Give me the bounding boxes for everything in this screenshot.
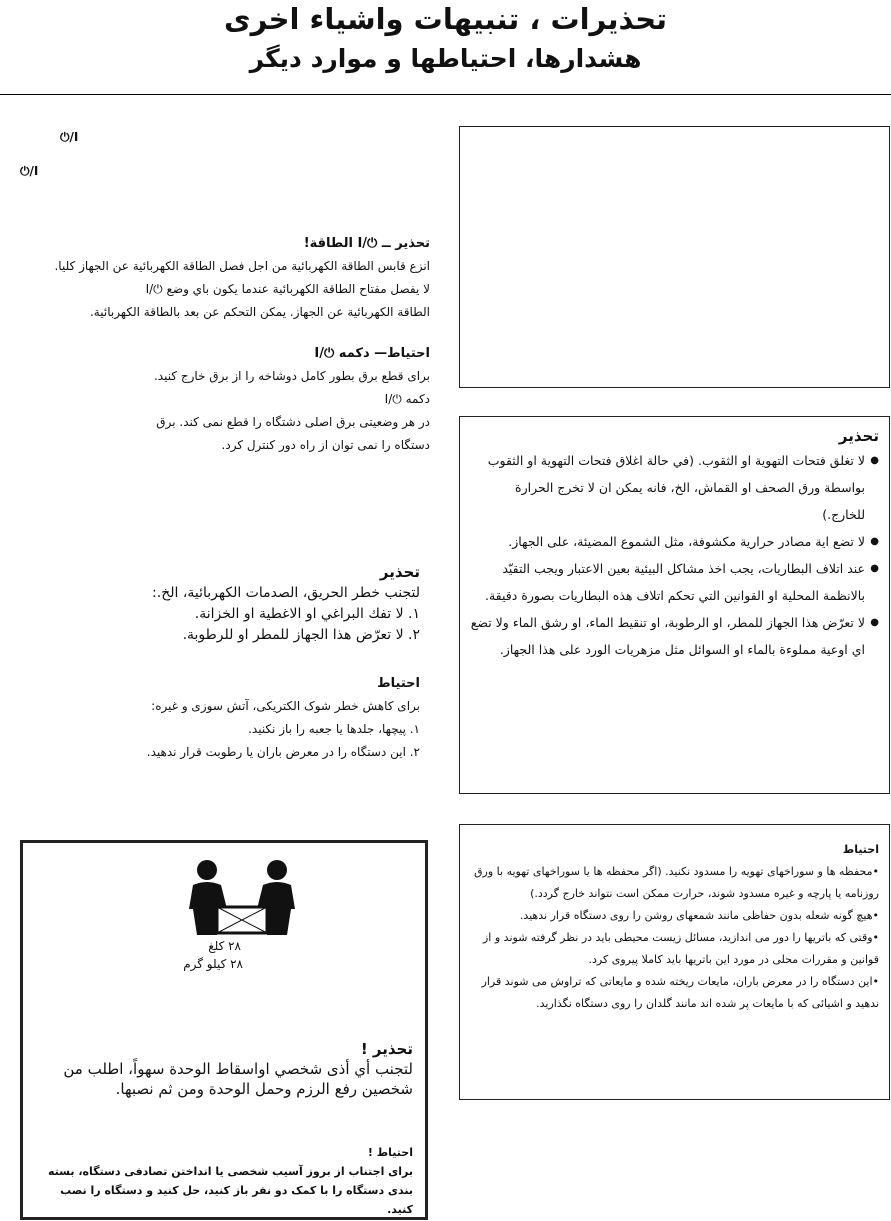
- two-person-lift-icon: [187, 857, 297, 937]
- caution-power-fa-line: در هر وضعيتى برق اصلى دشتگاه را قطع نمى كند. برق: [156, 415, 430, 429]
- caution-power-fa-heading: احتياط— دكمه ⏻/I: [314, 346, 430, 361]
- heavy-warning-ar: [33, 1039, 413, 1099]
- list-item: ● لا تضع اية مصادر حرارية مكشوفة، مثل الشموع المضيئة، على الجهاز.: [470, 528, 879, 555]
- list-item: •اين دستگاه را در معرض باران، مايعات ريخته شده و مايعاتى كه تراوش مى شوند قرار ندهيد و اشيائى كه با مايعات پر شده اند مانند گلدان را روى دستگاه نگذاريد.: [481, 975, 879, 1010]
- caution-fire-fa-line: ٢. اين دستگاه را در معرض باران يا رطوبت قرار ندهيد.: [146, 745, 420, 759]
- warning-fire-ar-line: لتجنب خطر الحريق، الصدمات الكهربائية، الخ.:: [152, 585, 420, 601]
- weight-label-ar: ٢٨ كلغ: [208, 939, 241, 953]
- caution-fire-fa-heading: احتياط: [377, 676, 420, 691]
- caution-power-fa-line: دستگاه را نمى توان از راه دور كنترل كرد.: [221, 438, 430, 452]
- warning-power-ar-heading: تحذير ــ ⏻/I الطاقة!: [303, 236, 430, 251]
- warning-box-list: [470, 447, 879, 663]
- page-title: تحذيرات ، تنبيهات واشياء اخرى: [223, 2, 668, 36]
- warning-box-heading: تحذير: [838, 427, 879, 445]
- page-subtitle: هشدارها، احتياطها و موارد ديگر: [249, 44, 642, 73]
- warning-power-ar-line: الطاقة الكهربائية عن الجهاز. يمكن التحكم عن بعد بالطاقة الكهربائية.: [89, 305, 430, 319]
- header-divider: [0, 94, 891, 95]
- list-item: ● لا تغلق فتحات التهوية او الثقوب. (في حالة اغلاق فتحات التهوية او الثقوب بواسطة ورق الصحف او القماش، الخ، فانه يمكن ان لا تخرج الحرارة للخارج.): [470, 447, 879, 528]
- list-item: ● لا تعرّض هذا الجهاز للمطر، او الرطوبة، او تنقيط الماء، او رشق الماء ولا تضع اي اوعية مملوءة بالماء او السوائل مثل مزهريات الورد على هذا الجهاز.: [470, 609, 879, 663]
- heavy-lift-box: [20, 840, 428, 1220]
- warning-power-ar-line: لا يفصل مفتاح الطاقة الكهربائية عندما يكون باي وضع ⏻/I: [145, 282, 430, 296]
- warning-power-ar-line: انزع قابس الطاقة الكهربائية من اجل فصل الطاقة الكهربائية عن الجهاز كليا.: [54, 259, 430, 273]
- caution-box: [459, 824, 890, 1100]
- power-symbol-line2: ⏻/I: [20, 164, 39, 178]
- warning-fire-ar: [100, 562, 420, 646]
- caution-fire-fa: [110, 672, 420, 764]
- caution-fire-fa-line: براى كاهش خطر شوک الكتريكى، آتش سوزى و غيره:: [151, 699, 420, 713]
- caution-fire-fa-line: ١. پيچها، جلدها يا جعبه را باز نكنيد.: [248, 722, 420, 736]
- heavy-caution-fa: [33, 1143, 413, 1219]
- weight-label-fa: ٢٨ كيلو گرم: [183, 957, 243, 971]
- blank-box: [459, 126, 890, 388]
- warning-fire-ar-heading: تحذير: [379, 563, 420, 581]
- list-item: •محفظه ها و سوراخهاى تهويه را مسدود نكنيد. (اگر محفظه ها يا سوراخهاى تهويه با ورق روزنامه يا پارچه و غيره مسدود شوند، حرارت ممكن است نتواند خارج گردد.): [474, 865, 879, 900]
- caution-power-fa: [150, 342, 430, 457]
- caution-power-fa-line: براى قطع برق بطور كامل دوشاخه را از برق خارج كنيد. دكمه ⏻/I: [153, 369, 430, 406]
- power-symbol-line1: ⏻/I: [60, 130, 79, 144]
- warning-power-ar: [8, 232, 430, 324]
- heavy-caution-text: براى اجتناب از بروز آسيب شخصى يا انداختن تصادفى دستگاه، بسته بندى دستگاه را با كمک دو نفر باز كنيد، حل كنيد و دستگاه را نصب كنيد.: [48, 1165, 413, 1216]
- caution-box-heading: احتياط: [842, 843, 879, 856]
- list-item: •هيچ گونه شعله بدون حفاظى مانند شمعهاى روشن را روى دستگاه قرار ندهيد.: [519, 909, 879, 922]
- warning-box: [459, 416, 890, 794]
- warning-fire-ar-line: ٢. لا تعرّض هذا الجهاز للمطر او للرطوبة.: [182, 627, 420, 643]
- heavy-warning-heading: تحذير !: [360, 1040, 413, 1058]
- list-item: •وقتى كه باتريها را دور مى اندازيد، مسائل زيست محيطى بايد در نظر گرفته شوند و از قوانين و مقررات محلى در مورد اين باتريها بايد كاملا پيروى كرد.: [483, 931, 879, 966]
- list-item: ● عند اتلاف البطاريات، يجب اخذ مشاكل البيئية بعين الاعتبار ويجب التقيّد بالانظمة المحلية او القوانين التي تحكم اتلاف هذه البطاريات بصورة دقيقة.: [470, 555, 879, 609]
- warning-fire-ar-line: ١. لا تفك البراغي او الاغطية او الخزانة.: [194, 606, 420, 622]
- heavy-warning-text: لتجنب أي أذى شخصي اواسقاط الوحدة سهواً، اطلب من شخصين رفع الرزم وحمل الوحدة ومن ثم نصبها.: [63, 1060, 413, 1098]
- heavy-caution-heading: احتياط !: [367, 1146, 413, 1159]
